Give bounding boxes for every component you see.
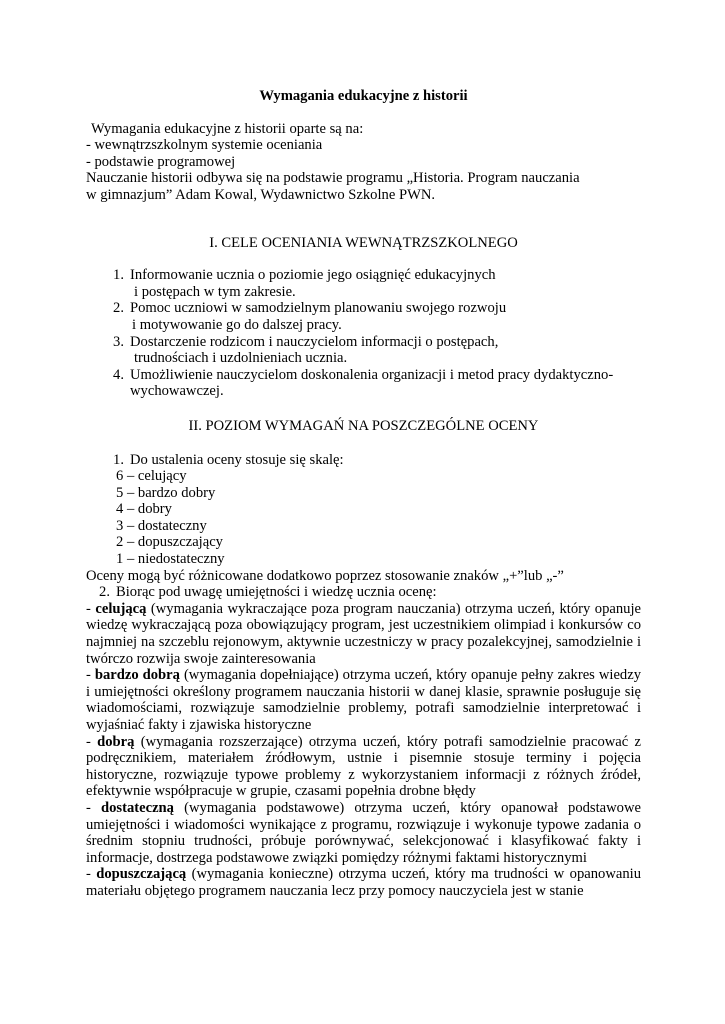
grade-text: (wymagania podstawowe) otrzyma uczeń, który opanował podstawowe umiejętności i wiadomości wynikające z programu, rozwiązuje i wykonuje typowe zadania o średnim stopniu trudności, próbuje porównywać, selekcjonować i klasyfikować fakty i informacje, dostrzega podstawowe związki pomiędzy różnymi faktami historycznymi [86,799,641,866]
intro-line: w gimnazjum” Adam Kowal, Wydawnictwo Szkolne PWN. [86,186,436,203]
scale-item: 2 – dopuszczający [116,534,223,551]
intro-block [86,121,641,204]
grade-description [86,601,641,667]
list-line: i motywowanie go do dalszej pracy. [132,316,342,333]
scale-item: 5 – bardzo dobry [116,484,216,501]
list-text [130,334,641,367]
list-item [86,367,641,400]
scale-item: 6 – celujący [116,468,187,485]
list-text: Biorąc pod uwagę umiejętności i wiedzę ucznia ocenę: [116,584,437,601]
list-text [130,367,641,400]
list-number: 4. [113,366,124,383]
list-number: 2. [99,584,110,601]
list-item [86,452,641,469]
document-title: Wymagania edukacyjne z historii [259,88,468,104]
list-line: trudnościach i uzdolnieniach ucznia. [134,350,348,367]
list-number: 1. [113,267,124,284]
goals-list [86,267,641,400]
grade-name: dobrą [97,733,135,750]
list-text [130,300,641,333]
grade-description [86,667,641,733]
grade-scale-list [116,468,641,568]
grade-prefix: - [86,866,97,883]
list-line: Pomoc uczniowi w samodzielnym planowaniu swojego rozwoju [130,300,507,317]
list-line: Informowanie ucznia o poziomie jego osiągnięć edukacyjnych [130,267,496,284]
list-line: i postępach w tym zakresie. [134,283,296,300]
grade-name: dostateczną [101,799,174,816]
grade-prefix: - [86,733,98,750]
scale-item: 3 – dostateczny [116,517,207,534]
list-line: Umożliwienie nauczycielom doskonalenia organizacji i metod pracy dydaktyczno- [130,366,614,383]
grade-prefix: - [86,600,96,617]
grade-prefix: - [86,799,102,816]
list-item [86,584,641,601]
list-line: wychowawczej. [130,383,224,400]
grade-note: Oceny mogą być różnicowane dodatkowo poprzez stosowanie znaków „+”lub „-” [86,567,564,584]
grade-name: bardzo dobrą [94,667,180,684]
scale-item: 4 – dobry [116,501,172,518]
grade-description [86,866,641,899]
list-item [86,334,641,367]
grade-text: (wymagania wykraczające poza program nauczania) otrzyma uczeń, który opanuje wiedzę wykraczającą poza obowiązujący program, jest uczestnikiem olimpiad i konkursów co najmniej na szczeblu rejonowym, aktywnie uczestniczy w pracy pozalekcyjnej, samodzielnie i twórczo rozwija swoje zainteresowania [86,600,641,667]
scale-item: 1 – niedostateczny [116,551,225,568]
intro-line: - wewnątrzszkolnym systemie oceniania [86,137,323,154]
grade-description [86,800,641,866]
list-number: 3. [113,333,124,350]
grade-name: celującą [95,600,147,617]
list-number: 1. [113,451,124,468]
list-text: Do ustalenia oceny stosuje się skalę: [130,451,344,468]
list-number: 2. [113,300,124,317]
document-page [86,88,641,900]
grade-description [86,734,641,800]
list-text [130,267,641,300]
list-line: Dostarczenie rodzicom i nauczycielom informacji o postępach, [130,333,499,350]
intro-line: Nauczanie historii odbywa się na podstawie programu „Historia. Program nauczania [86,170,580,187]
intro-line: - podstawie programowej [86,153,236,170]
grade-text: (wymagania rozszerzające) otrzyma uczeń, który potrafi samodzielnie pracować z podręcznikiem, materiałem źródłowym, ustnie i pisemnie stosuje terminy i pojęcia historyczne, rozwiązuje typowe problemy z wykorzystaniem informacji z różnych źródeł, efektywnie współpracuje w grupie, czasami popełnia drobne błędy [86,733,641,800]
grade-text: (wymagania konieczne) otrzyma uczeń, który ma trudności w opanowaniu materiału objętego programem nauczania lecz przy pomocy nauczyciela jest w stanie [86,866,641,899]
intro-line: Wymagania edukacyjne z historii oparte są na: [91,120,364,137]
list-item [86,267,641,300]
grade-text: (wymagania dopełniające) otrzyma uczeń, który opanuje pełny zakres wiedzy i umiejętności określony programem nauczania historii w danej klasie, sprawnie posługuje się wiadomościami, rozwiązuje samodzielnie problemy, potrafi samodzielnie interpretować i wyjaśniać fakty i zjawiska historyczne [86,667,641,733]
list-item [86,300,641,333]
section-heading-levels: II. POZIOM WYMAGAŃ NA POSZCZEGÓLNE OCENY [188,417,539,434]
section-heading-goals: I. CELE OCENIANIA WEWNĄTRZSZKOLNEGO [209,234,518,251]
grade-name: dopuszczającą [96,866,187,883]
grade-prefix: - [86,667,95,684]
